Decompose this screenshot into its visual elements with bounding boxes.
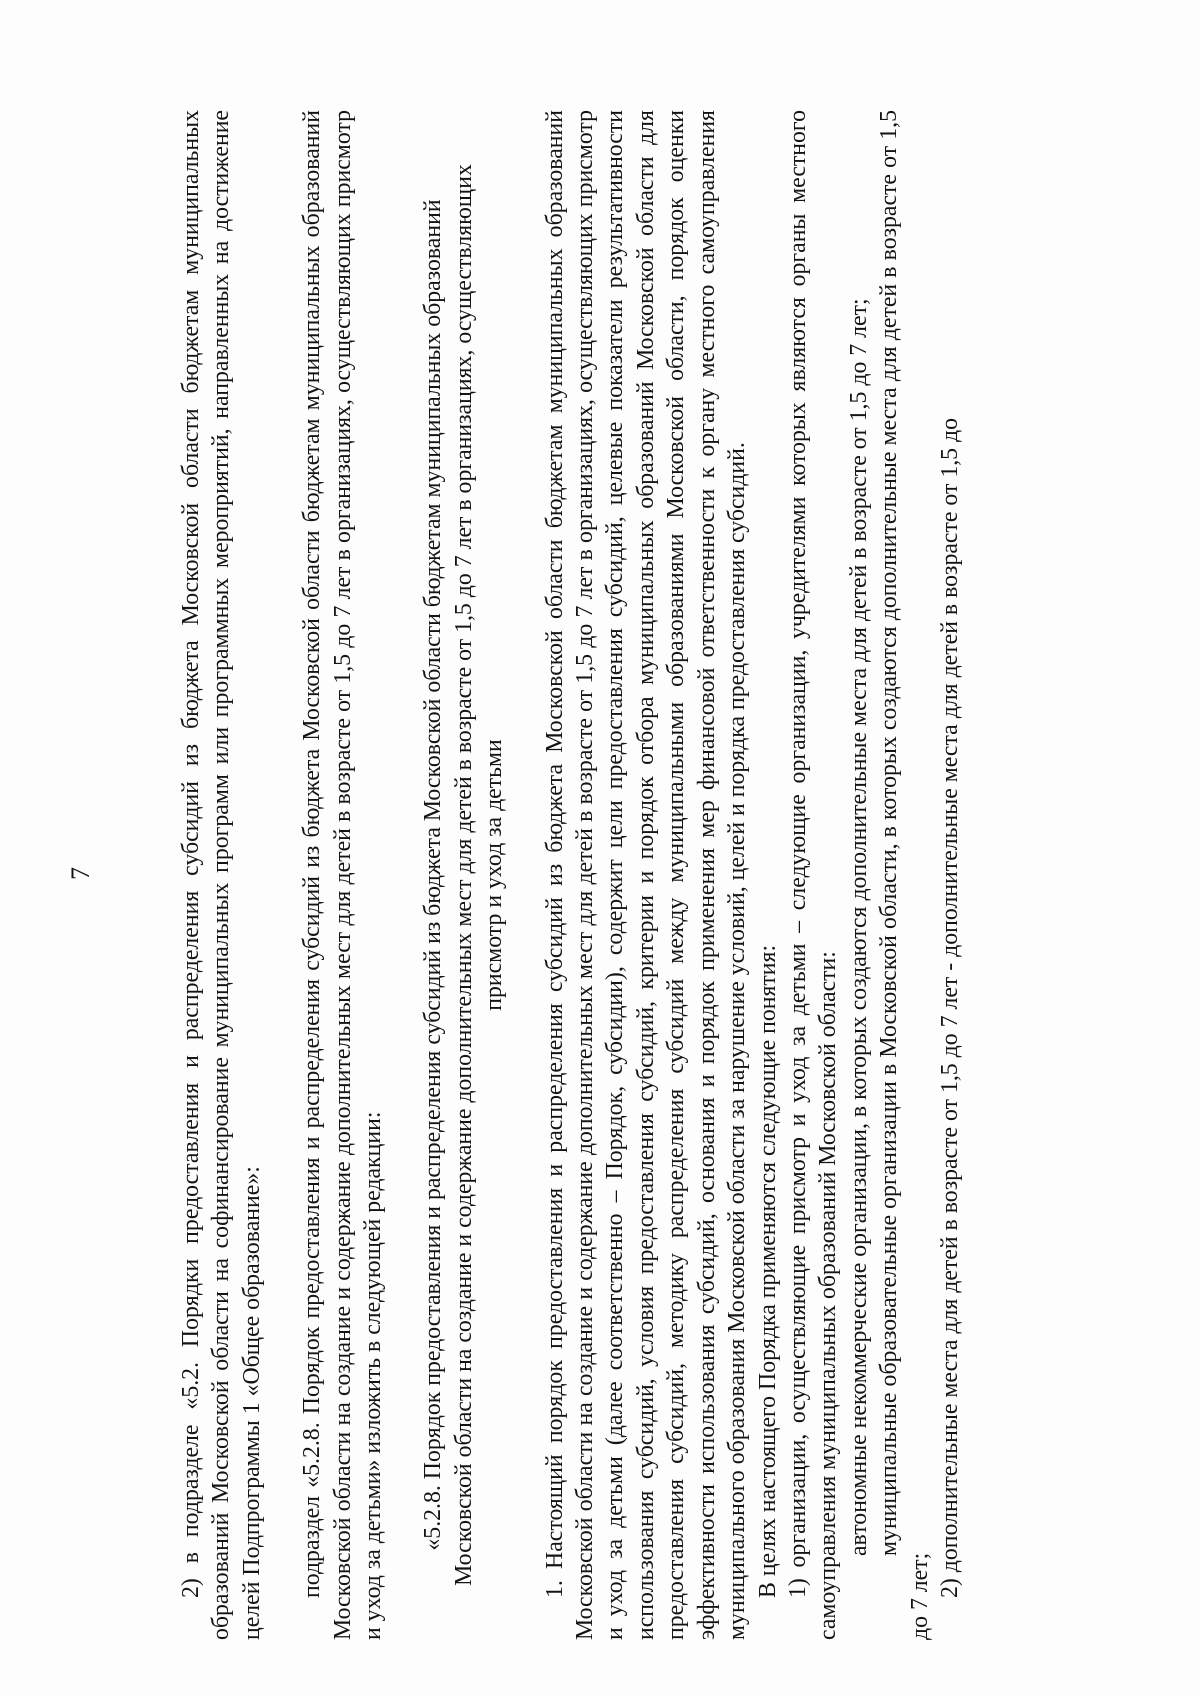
- page-number: 7: [66, 867, 95, 880]
- section-heading: «5.2.8. Порядок предоставления и распределения субсидий из бюджета Московской области бюджетам муниципальных образований Московской области на создание и содержание дополнительных мест для детей в возрасте от 1,5 до 7 лет в организациях, осуществляющих присмотр и уход за детьми: [420, 164, 508, 1586]
- paragraph-definition-2: 2) дополнительные места для детей в возрасте от 1,5 до 7 лет - дополнительные места для детей в возрасте от 1,5 до: [936, 417, 963, 1598]
- rotated-text-frame: [66, 110, 1036, 1640]
- paragraph-point-1: 1. Настоящий порядок предоставления и распределения субсидий из бюджета Московской области бюджетам муниципальных образований Московской области на создание и содержание дополнительных мест для детей в возрасте от 1,5 до 7 лет в организациях, осуществляющих присмотр и уход за детьми (далее соответственно – Порядок, субсидии), содержит цели предоставления субсидий, целевые показатели результативности использования субсидий, условия предоставления субсидий, критерии и порядок отбора муниципальных образований Московской области для предоставления субсидий, методику распределения субсидий между муниципальными образованиями Московской области, порядок оценки эффективности использования субсидий, основания и порядок применения мер финансовой ответственности к органу местного самоуправления муниципального образования Московской области за нарушение условий, целей и порядка предоставления субсидий.: [541, 110, 751, 1640]
- spacer: [267, 110, 297, 1640]
- paragraph-subsection-intro: подраздел «5.2.8. Порядок предоставления и распределения субсидий из бюджета Московской области бюджетам муниципальных образований Московской области на создание и содержание дополнительных мест для детей в возрасте от 1,5 до 7 лет в организациях, осуществляющих присмотр и уход за детьми» изложить в следующей редакции:: [299, 110, 387, 1640]
- document-body: [176, 110, 965, 1640]
- paragraph-item-2: 2) в подразделе «5.2. Порядки предоставления и распределения субсидий из бюджета Московской области бюджетам муниципальных образований Московской области на софинансирование муниципальных программ или программных мероприятий, направленных на достижение целей Подпрограммы 1 «Общее образование»:: [178, 110, 265, 1640]
- paragraph-definition-1a: автономные некоммерческие организации, в которых создаются дополнительные места для детей в возрасте от 1,5 до 7 лет;: [845, 298, 872, 1556]
- spacer: [388, 110, 418, 1640]
- paragraph-definition-1b: муниципальные образовательные организации в Московской области, в которых создаются дополнительные места для детей в возрасте от 1,5 до 7 лет;: [876, 110, 933, 1640]
- paragraph-definition-1: 1) организации, осуществляющие присмотр и уход за детьми – следующие организации, учредителями которых являются органы местного самоуправления муниципальных образований Московской области:: [784, 110, 842, 1640]
- spacer: [510, 110, 540, 1640]
- paragraph-definitions-intro: В целях настоящего Порядка применяются следующие понятия:: [754, 944, 781, 1598]
